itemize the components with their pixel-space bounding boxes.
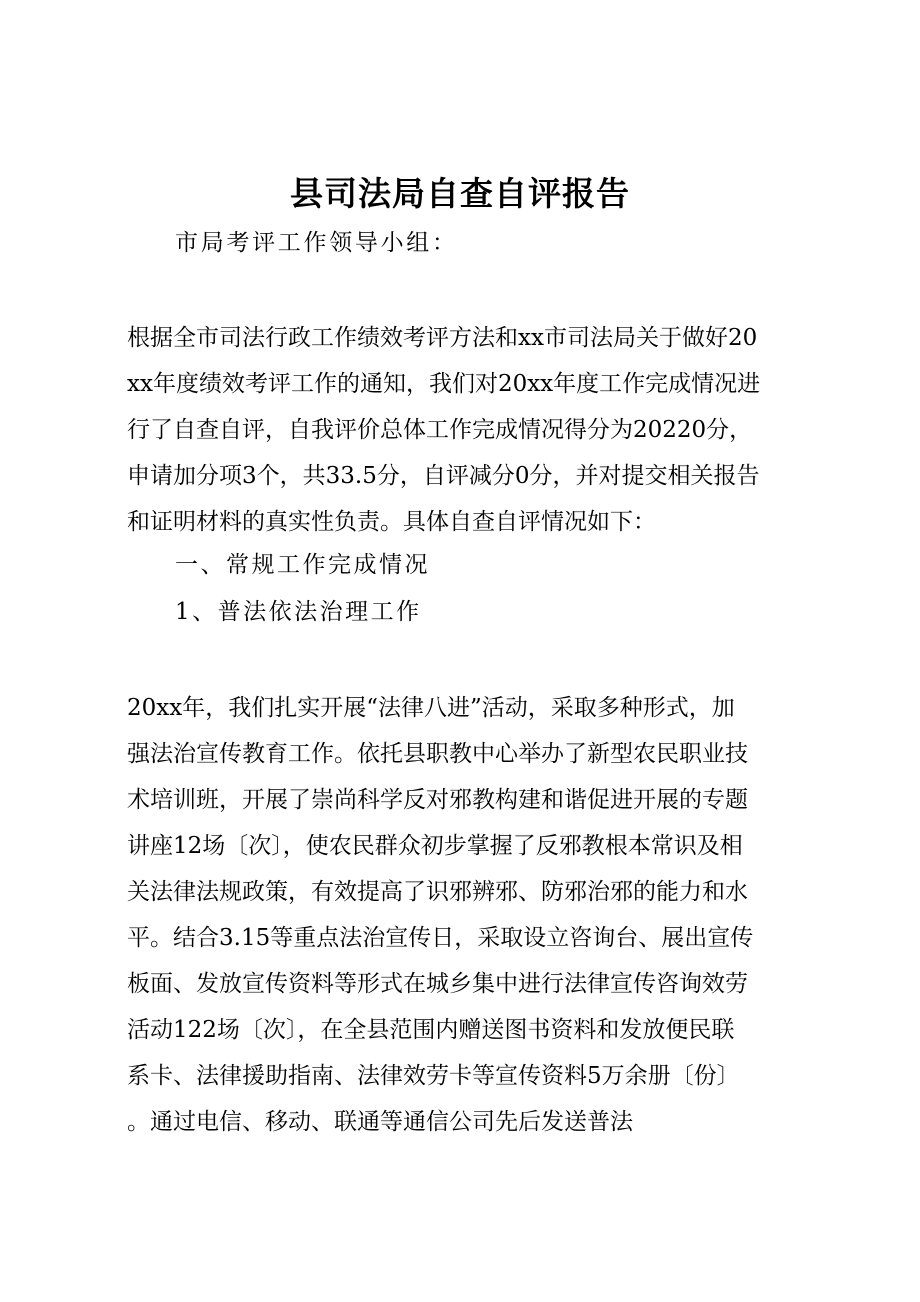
paragraph-legal-education [127,685,797,1145]
paragraph-line: 强法治宣传教育工作。依托县职教中心举办了新型农民职业技 [127,741,748,767]
section-heading: 一、常规工作完成情况 [175,552,430,578]
paragraph-line: 板面、发放宣传资料等形式在城乡集中进行法律宣传咨询效劳 [127,971,748,997]
paragraph-line: 讲座12场〔次〕，使农民群众初步掌握了反邪教根本常识及相 [127,833,743,859]
paragraph-line: 术培训班，开展了崇尚科学反对邪教构建和谐促进开展的专题 [127,787,748,813]
paragraph-intro [127,315,797,545]
paragraph-line: 平。结合3.15等重点法治宣传日，采取设立咨询台、展出宣传 [127,925,754,951]
paragraph-line: xx年度绩效考评工作的通知，我们对20xx年度工作完成情况进 [127,371,761,397]
paragraph-line: 系卡、法律援助指南、法律效劳卡等宣传资料5万余册〔份〕 [127,1063,740,1089]
paragraph-line: 20xx年，我们扎实开展“法律八进”活动，采取多种形式，加 [127,695,735,721]
subsection-heading: 1、普法依法治理工作 [175,599,422,625]
paragraph-line: 行了自查自评，自我评价总体工作完成情况得分为20220分， [127,417,753,443]
paragraph-line: 。通过电信、移动、联通等通信公司先后发送普法 [127,1109,633,1135]
paragraph-line: 活动122场〔次〕，在全县范围内赠送图书资料和发放便民联 [127,1017,735,1043]
paragraph-line: 关法律法规政策，有效提高了识邪辨邪、防邪治邪的能力和水 [127,879,748,905]
salutation: 市局考评工作领导小组： [175,230,458,256]
paragraph-line: 申请加分项3个，共33.5分，自评减分0分，并对提交相关报告 [127,463,760,489]
paragraph-line: 根据全市司法行政工作绩效考评方法和xx市司法局关于做好20 [127,325,758,351]
document-title: 县司法局自查自评报告 [290,174,630,213]
paragraph-line: 和证明材料的真实性负责。具体自查自评情况如下： [127,509,656,535]
